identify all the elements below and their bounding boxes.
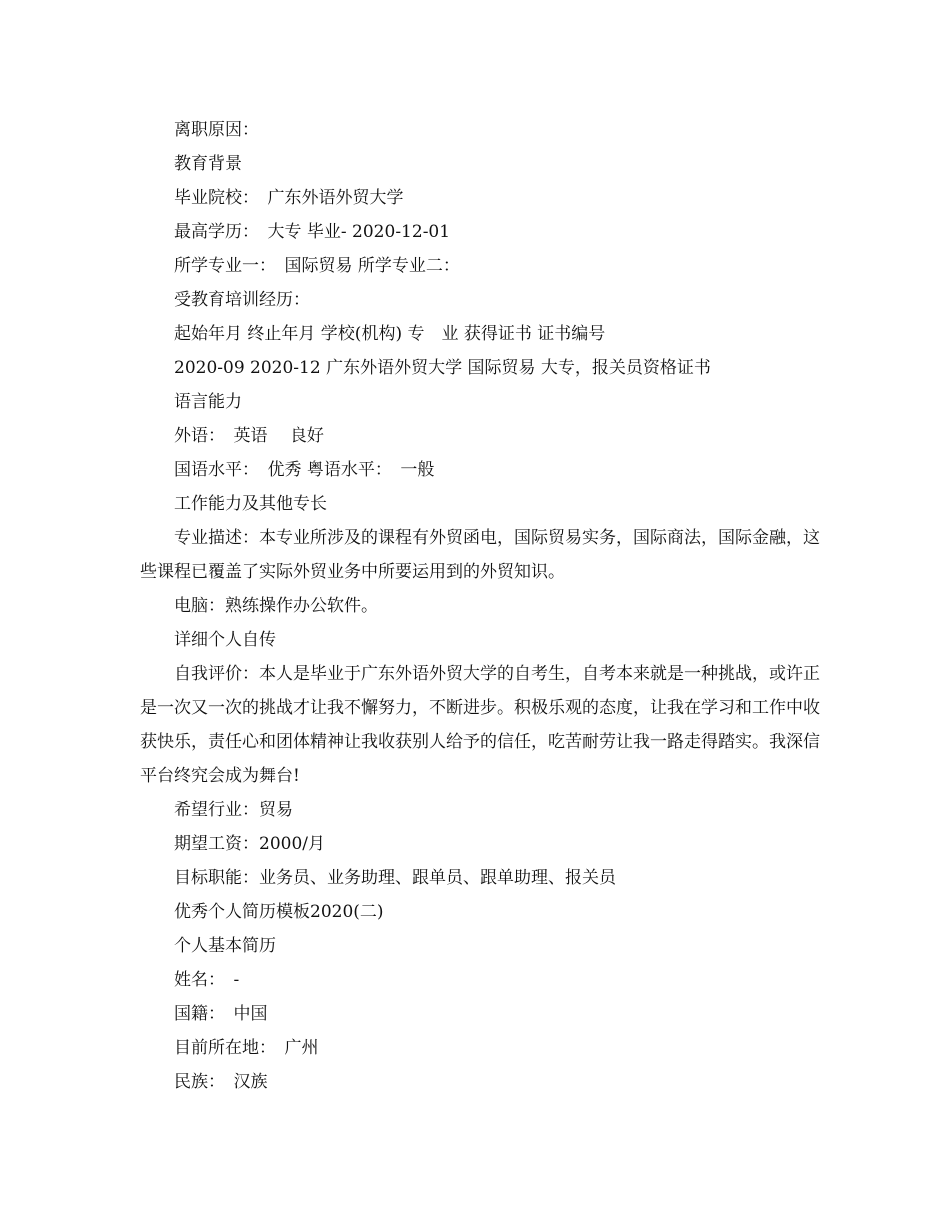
school-line: 毕业院校： 广东外语外贸大学 — [174, 188, 404, 208]
training-row: 2020-09 2020-12 广东外语外贸大学 国际贸易 大专，报关员资格证书 — [174, 358, 711, 378]
expected-salary-line: 期望工资：2000/月 — [174, 834, 325, 854]
basic-resume-heading: 个人基本简历 — [174, 936, 276, 956]
education-heading: 教育背景 — [174, 154, 242, 174]
training-columns: 起始年月 终止年月 学校(机构) 专 业 获得证书 证书编号 — [174, 324, 606, 344]
location-line: 目前所在地： 广州 — [174, 1038, 319, 1058]
leave-reason-line: 离职原因： — [174, 120, 259, 140]
template-title-line: 优秀个人简历模板2020(二) — [174, 902, 384, 922]
skills-heading: 工作能力及其他专长 — [174, 494, 327, 514]
training-heading: 受教育培训经历： — [174, 290, 310, 310]
major-line: 所学专业一： 国际贸易 所学专业二： — [174, 256, 460, 276]
computer-skill-line: 电脑：熟练操作办公软件。 — [174, 596, 378, 616]
language-heading: 语言能力 — [174, 392, 242, 412]
resume-content — [140, 113, 820, 1099]
mandarin-cantonese-line: 国语水平： 优秀 粤语水平： 一般 — [174, 460, 435, 480]
autobiography-heading: 详细个人自传 — [174, 630, 276, 650]
self-evaluation-paragraph: 自我评价：本人是毕业于广东外语外贸大学的自考生，自考本来就是一种挑战，或许正是一次又一次的挑战才让我不懈努力，不断进步。积极乐观的态度，让我在学习和工作中收获快乐，责任心和团体精神让我收获别人给予的信任，吃苦耐劳让我一路走得踏实。我深信平台终究会成为舞台! — [140, 664, 820, 786]
ethnicity-line: 民族： 汉族 — [174, 1072, 268, 1092]
nationality-line: 国籍： 中国 — [174, 1004, 268, 1024]
desired-industry-line: 希望行业：贸易 — [174, 800, 293, 820]
degree-line: 最高学历： 大专 毕业- 2020-12-01 — [174, 222, 451, 242]
major-description-paragraph: 专业描述：本专业所涉及的课程有外贸函电，国际贸易实务，国际商法，国际金融，这些课程已覆盖了实际外贸业务中所要运用到的外贸知识。 — [140, 528, 820, 582]
name-line: 姓名： - — [174, 970, 240, 990]
target-position-line: 目标职能：业务员、业务助理、跟单员、跟单助理、报关员 — [174, 868, 616, 888]
foreign-language-line: 外语： 英语 良好 — [174, 426, 324, 446]
